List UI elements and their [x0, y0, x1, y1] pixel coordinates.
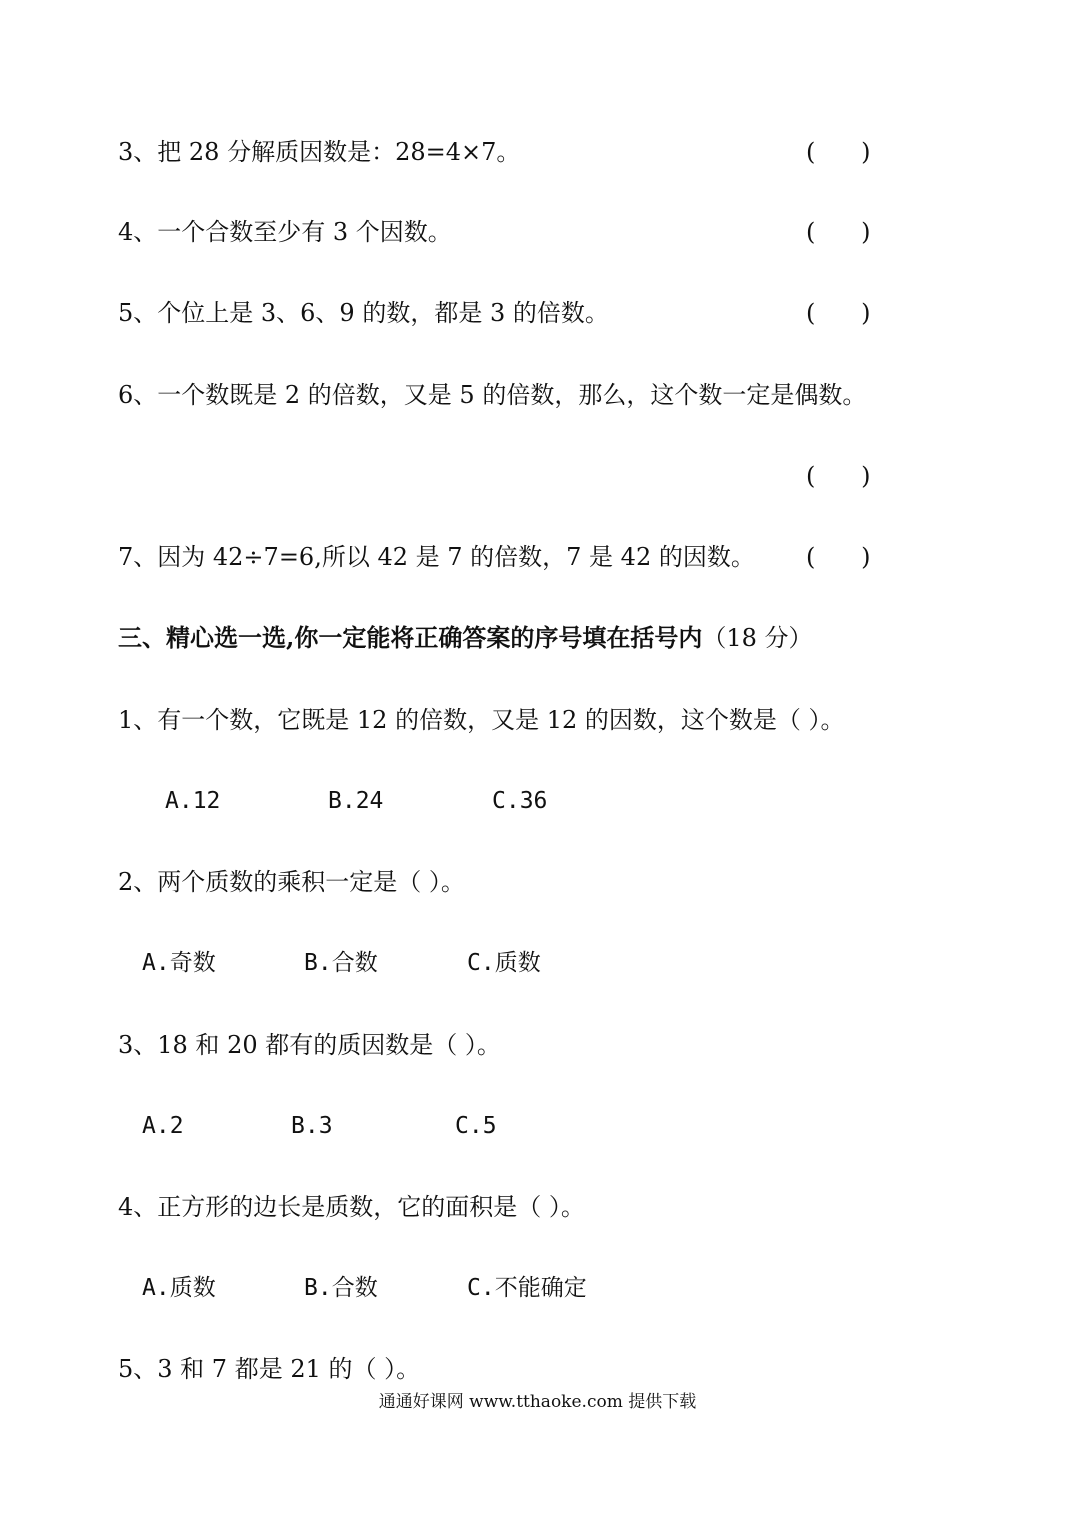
option-a[interactable]: A.2: [142, 1113, 184, 1139]
question-5: 5、3 和 7 都是 21 的（ ）。: [118, 1355, 421, 1383]
judge-item-3: 3、把 28 分解质因数是：28=4×7。: [118, 138, 521, 166]
question-2: 2、两个质数的乘积一定是（ ）。: [118, 868, 465, 896]
option-a[interactable]: A.质数: [142, 1275, 216, 1301]
option-c[interactable]: C.5: [455, 1113, 497, 1139]
section-score: （18 分）: [702, 624, 813, 652]
question-1: 1、有一个数，它既是 12 的倍数，又是 12 的因数，这个数是（ ）。: [118, 706, 845, 734]
question-3: 3、18 和 20 都有的质因数是（ ）。: [118, 1031, 501, 1059]
judge-item-4: 4、一个合数至少有 3 个因数。: [118, 218, 452, 246]
judge-item-6: 6、一个数既是 2 的倍数，又是 5 的倍数，那么，这个数一定是偶数。: [118, 381, 867, 409]
option-c[interactable]: C.质数: [467, 950, 541, 976]
section-heading-text: 三、精心选一选,你一定能将正确答案的序号填在括号内: [118, 623, 703, 652]
answer-blank[interactable]: ( ): [806, 138, 871, 166]
option-a[interactable]: A.奇数: [142, 950, 216, 976]
option-c[interactable]: C.36: [492, 788, 548, 814]
option-b[interactable]: B.3: [291, 1113, 333, 1139]
option-c[interactable]: C.不能确定: [467, 1275, 587, 1301]
judge-item-5: 5、个位上是 3、6、9 的数，都是 3 的倍数。: [118, 299, 609, 327]
option-b[interactable]: B.合数: [304, 1275, 378, 1301]
option-b[interactable]: B.24: [328, 788, 384, 814]
question-4: 4、正方形的边长是质数，它的面积是（ ）。: [118, 1193, 585, 1221]
footer-source: 通通好课网 www.tthaoke.com 提供下载: [378, 1392, 697, 1412]
option-a[interactable]: A.12: [165, 788, 221, 814]
section-heading: [118, 623, 813, 653]
answer-blank[interactable]: ( ): [806, 218, 871, 246]
answer-blank[interactable]: ( ): [806, 462, 871, 490]
answer-blank[interactable]: ( ): [806, 543, 871, 571]
answer-blank[interactable]: ( ): [806, 299, 871, 327]
option-b[interactable]: B.合数: [304, 950, 378, 976]
judge-item-7: 7、因为 42÷7=6,所以 42 是 7 的倍数，7 是 42 的因数。: [118, 543, 755, 571]
